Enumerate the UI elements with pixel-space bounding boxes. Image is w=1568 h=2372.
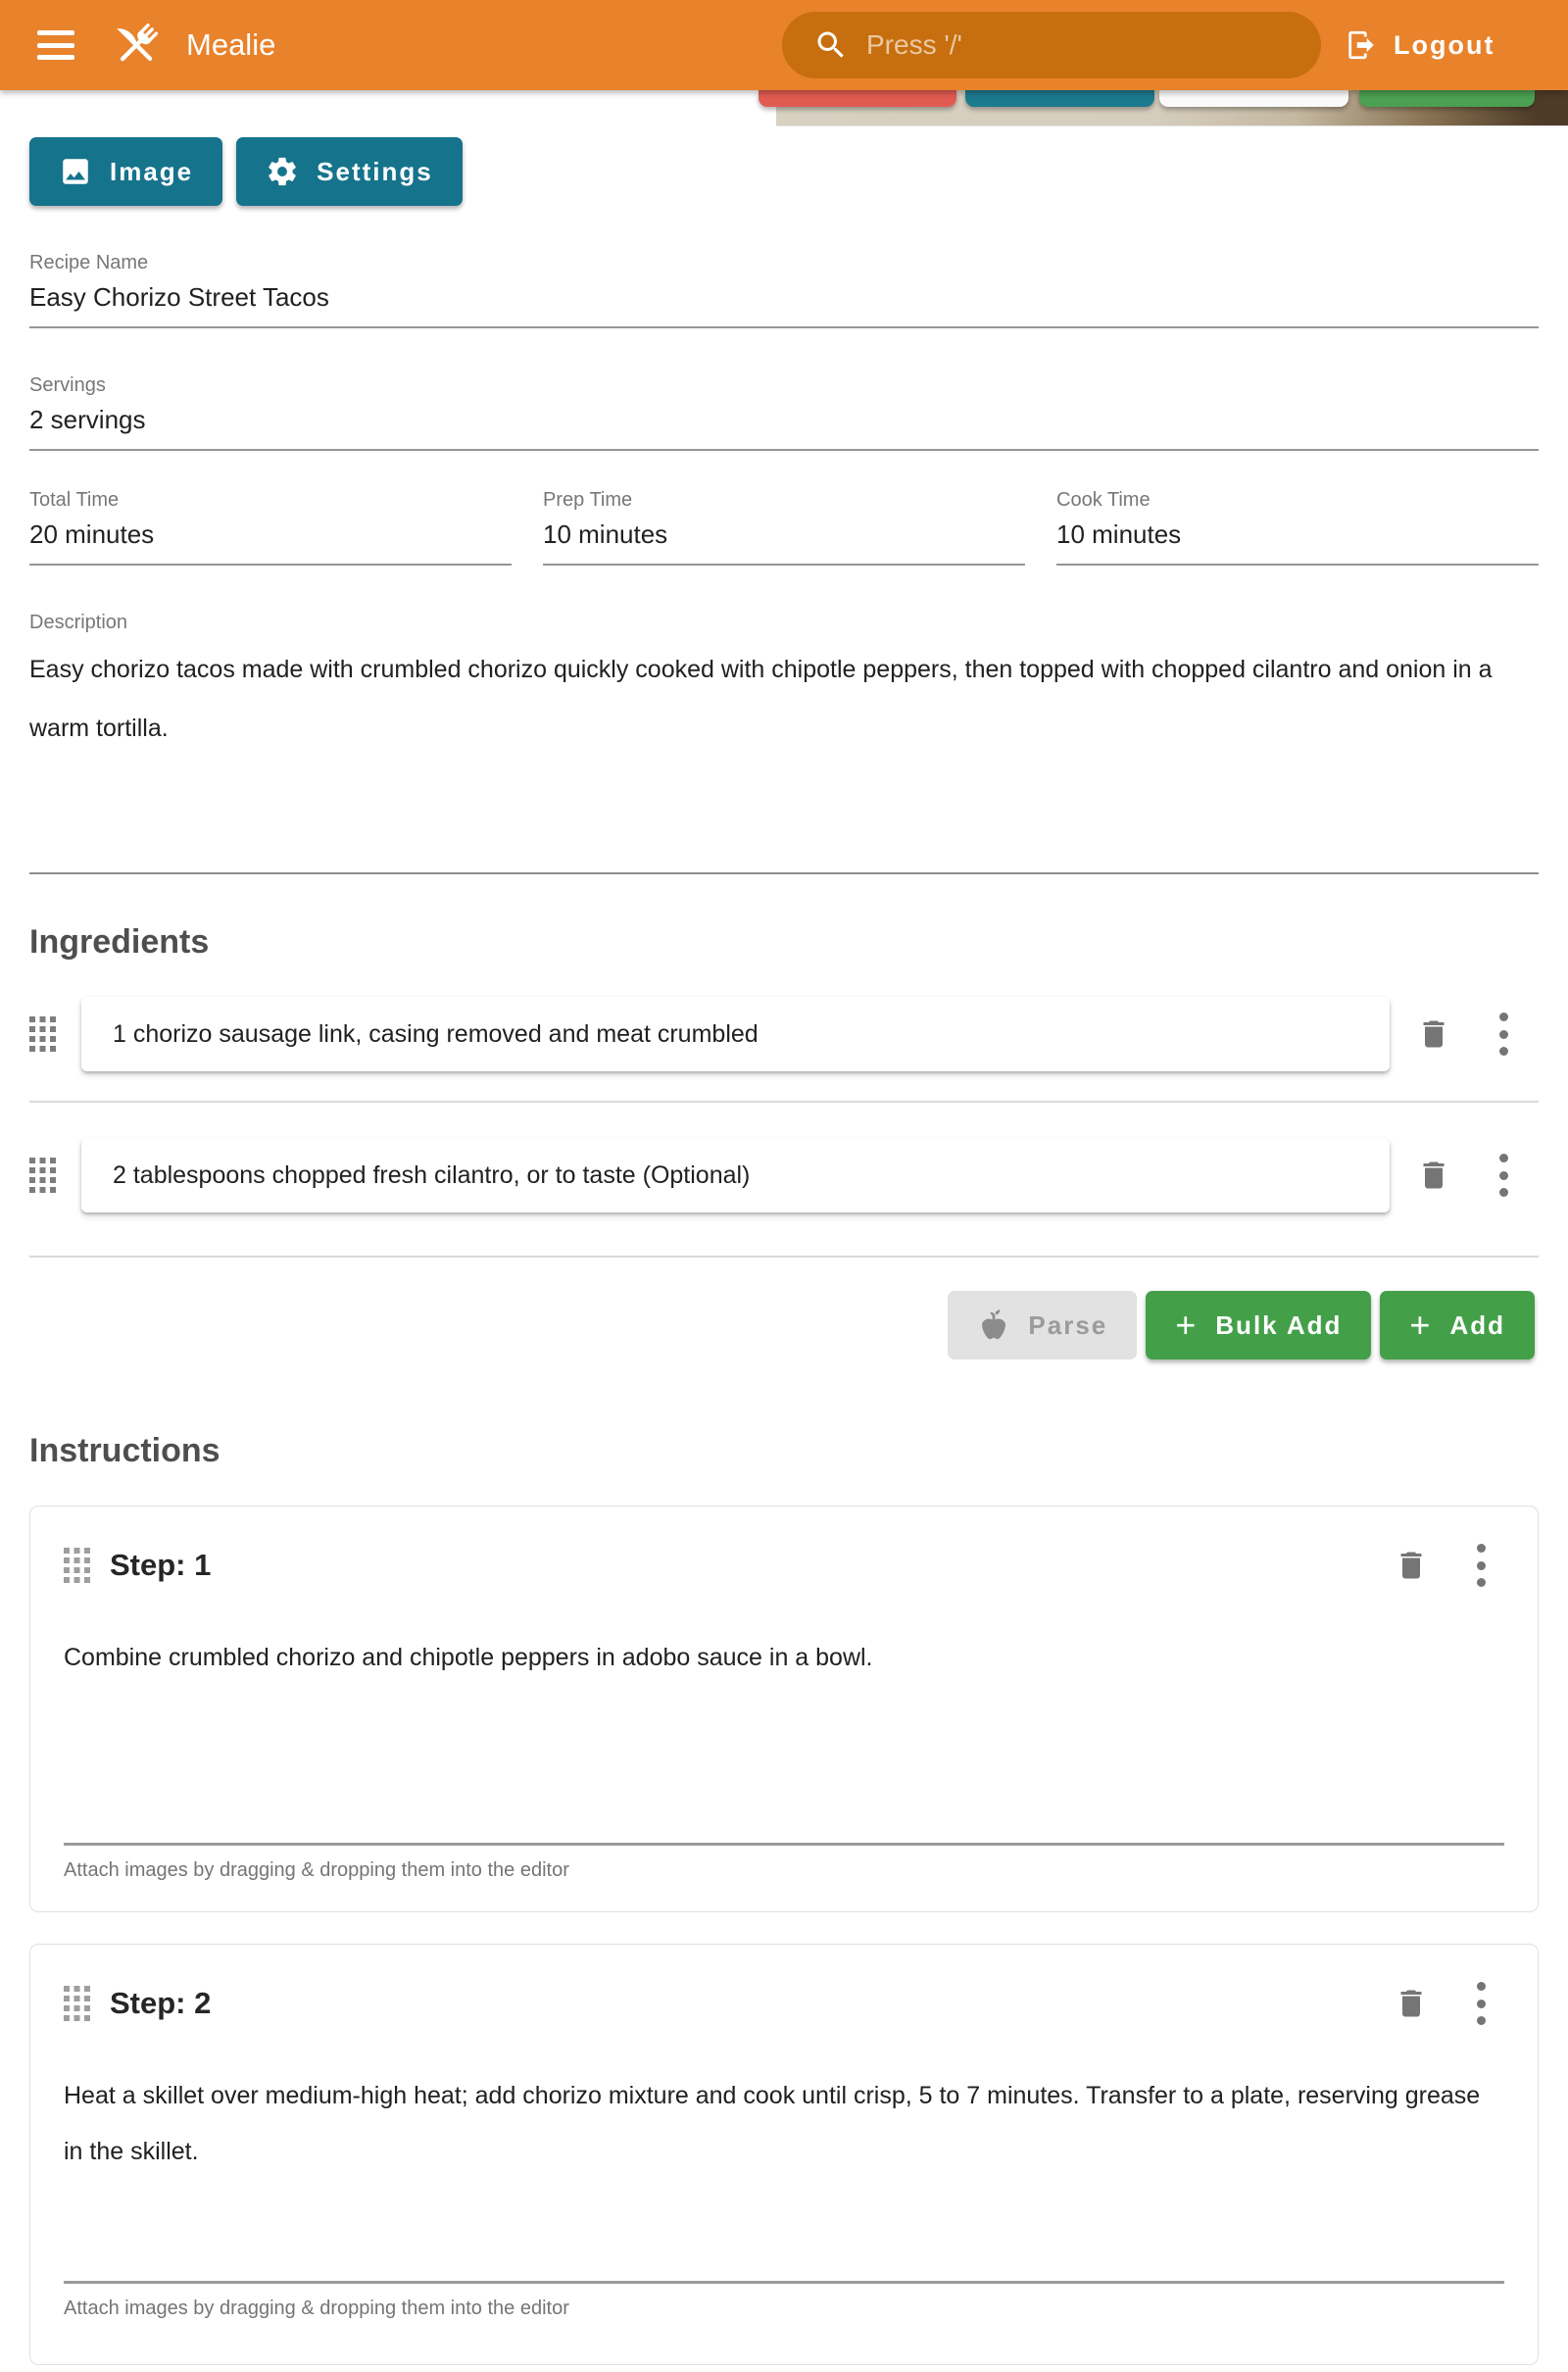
- kebab-icon: [1499, 1013, 1508, 1021]
- search-input[interactable]: [866, 29, 1258, 61]
- ingredient-actions: [29, 1291, 1539, 1359]
- delete-ingredient-button[interactable]: [1415, 1156, 1452, 1195]
- hero-strip: [0, 90, 1568, 127]
- step-header: [64, 1974, 1504, 2033]
- apple-icon: [977, 1309, 1010, 1342]
- image-button[interactable]: [29, 137, 222, 206]
- gear-icon: [266, 155, 299, 188]
- trash-icon: [1416, 1158, 1451, 1193]
- trash-icon: [1394, 1986, 1429, 2021]
- servings-field: [29, 373, 1539, 451]
- ingredient-input[interactable]: [113, 1020, 1358, 1049]
- bulk-add-button[interactable]: [1146, 1291, 1371, 1359]
- kebab-icon: [1499, 1154, 1508, 1162]
- image-button-label: Image: [110, 156, 194, 186]
- peeking-button-red[interactable]: [759, 90, 956, 107]
- add-button[interactable]: [1380, 1291, 1535, 1359]
- drag-handle-icon[interactable]: [64, 1548, 90, 1583]
- menu-icon[interactable]: [37, 30, 74, 60]
- delete-step-button[interactable]: [1393, 1984, 1430, 2023]
- prep-time-input[interactable]: [543, 519, 1025, 550]
- peeking-button-green[interactable]: [1359, 90, 1535, 107]
- search-icon: [813, 27, 849, 63]
- servings-label: Servings: [29, 374, 106, 396]
- peeking-button-white[interactable]: [1159, 90, 1348, 107]
- instructions-heading: Instructions: [29, 1432, 220, 1469]
- attach-images-hint: Attach images by dragging & dropping them into the editor: [64, 2298, 569, 2319]
- delete-step-button[interactable]: [1393, 1546, 1430, 1585]
- cook-time-input[interactable]: [1056, 519, 1539, 550]
- servings-input[interactable]: [29, 405, 1539, 435]
- recipe-name-input[interactable]: [29, 282, 1539, 313]
- prep-time-field: [543, 488, 1025, 566]
- ingredient-divider: [29, 1256, 1539, 1258]
- description-textarea[interactable]: [29, 640, 1539, 867]
- drag-handle-icon[interactable]: [64, 1986, 90, 2021]
- attach-images-hint: Attach images by dragging & dropping them into the editor: [64, 1859, 569, 1881]
- logout-icon: [1345, 28, 1378, 62]
- drag-handle-icon[interactable]: [29, 1016, 56, 1052]
- editor-toolbar: [29, 137, 1539, 206]
- total-time-field: [29, 488, 512, 566]
- plus-icon: +: [1175, 1305, 1199, 1345]
- step-header: [64, 1536, 1504, 1595]
- plus-icon: +: [1409, 1305, 1433, 1345]
- ingredient-menu-button[interactable]: [1494, 1154, 1513, 1197]
- drag-handle-icon[interactable]: [29, 1158, 56, 1193]
- ingredients-heading: Ingredients: [29, 923, 210, 961]
- ingredient-card: [81, 997, 1390, 1071]
- app-bar: [0, 0, 1568, 90]
- step-title: Step: 1: [110, 1548, 212, 1582]
- image-icon: [59, 155, 92, 188]
- logout-label: Logout: [1394, 29, 1495, 60]
- settings-button[interactable]: [236, 137, 463, 206]
- add-button-label: Add: [1449, 1310, 1505, 1340]
- step-textarea[interactable]: [64, 2068, 1504, 2276]
- settings-button-label: Settings: [317, 156, 433, 186]
- search-bar[interactable]: [782, 12, 1321, 78]
- step-card: [29, 1944, 1539, 2365]
- parse-button-label: Parse: [1028, 1310, 1108, 1340]
- recipe-name-label: Recipe Name: [29, 252, 149, 273]
- app-title: Mealie: [186, 27, 276, 62]
- ingredient-input[interactable]: [113, 1161, 1358, 1190]
- ingredient-row: [29, 1138, 1539, 1212]
- kebab-icon: [1477, 1544, 1486, 1553]
- recipe-editor: [0, 137, 1568, 2365]
- recipe-name-field: [29, 251, 1539, 328]
- peeking-button-teal[interactable]: [965, 90, 1154, 107]
- ingredient-menu-button[interactable]: [1494, 1013, 1513, 1056]
- ingredient-row: [29, 997, 1539, 1071]
- step-menu-button[interactable]: [1471, 1544, 1491, 1587]
- bulk-add-button-label: Bulk Add: [1215, 1310, 1343, 1340]
- prep-time-label: Prep Time: [543, 489, 633, 511]
- trash-icon: [1394, 1548, 1429, 1583]
- parse-button[interactable]: [948, 1291, 1137, 1359]
- total-time-input[interactable]: [29, 519, 512, 550]
- description-label: Description: [29, 612, 128, 633]
- description-field: [29, 611, 1539, 874]
- mealie-logo-icon: [106, 15, 167, 75]
- step-title: Step: 2: [110, 1986, 212, 2020]
- times-row: [29, 488, 1539, 566]
- delete-ingredient-button[interactable]: [1415, 1014, 1452, 1054]
- cook-time-field: [1056, 488, 1539, 566]
- logout-button[interactable]: [1345, 0, 1494, 90]
- trash-icon: [1416, 1016, 1451, 1052]
- step-card: [29, 1506, 1539, 1912]
- ingredient-divider: [29, 1101, 1539, 1103]
- step-menu-button[interactable]: [1471, 1982, 1491, 2025]
- total-time-label: Total Time: [29, 489, 120, 511]
- cook-time-label: Cook Time: [1056, 489, 1151, 511]
- kebab-icon: [1477, 1982, 1486, 1991]
- ingredient-card: [81, 1138, 1390, 1212]
- step-textarea[interactable]: [64, 1630, 1504, 1838]
